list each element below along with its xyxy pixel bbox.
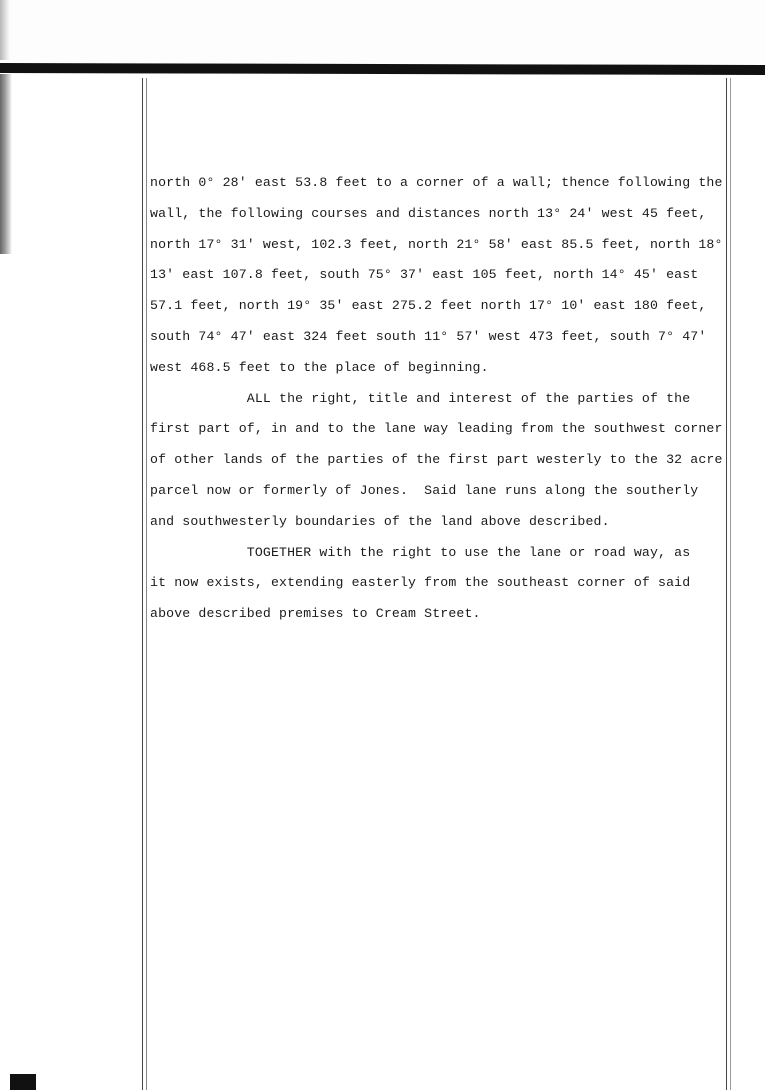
text-line: ALL the right, title and interest of the parties of the (150, 390, 691, 406)
text-line: south 74° 47' east 324 feet south 11° 57' west 473 feet, south 7° 47' (150, 328, 707, 344)
text-line: parcel now or formerly of Jones. Said lane runs along the southerly (150, 482, 699, 498)
text-line: 13' east 107.8 feet, south 75° 37' east 105 feet, north 14° 45' east (150, 267, 699, 283)
text-line: north 0° 28' east 53.8 feet to a corner of a wall; thence following the (150, 175, 723, 190)
previous-sheet-edge (0, 0, 765, 64)
left-scan-edge-top (0, 0, 10, 60)
text-line: north 17° 31' west, 102.3 feet, north 21° 58' east 85.5 feet, north 18° (150, 236, 723, 252)
top-scan-band (0, 63, 765, 75)
text-line: wall, the following courses and distances north 13° 24' west 45 feet, (150, 205, 707, 221)
text-line: it now exists, extending easterly from the southeast corner of said (150, 575, 691, 591)
left-margin-rule-inner (146, 78, 147, 1090)
right-margin-rule (726, 78, 727, 1090)
text-line: of other lands of the parties of the first part westerly to the 32 acre (150, 452, 723, 468)
text-line: west 468.5 feet to the place of beginning. (150, 359, 489, 375)
text-line: 57.1 feet, north 19° 35' east 275.2 feet north 17° 10' east 180 feet, (150, 298, 707, 314)
corner-scan-mark (10, 1074, 36, 1090)
text-line: and southwesterly boundaries of the land above described. (150, 513, 610, 529)
right-margin-rule-outer (730, 78, 731, 1090)
text-line: TOGETHER with the right to use the lane or road way, as (150, 544, 691, 560)
text-line: above described premises to Cream Street. (150, 606, 481, 622)
left-scan-edge (0, 74, 12, 254)
deed-text-body (150, 172, 723, 634)
left-margin-rule (142, 78, 143, 1090)
text-line: first part of, in and to the lane way leading from the southwest corner (150, 421, 723, 437)
